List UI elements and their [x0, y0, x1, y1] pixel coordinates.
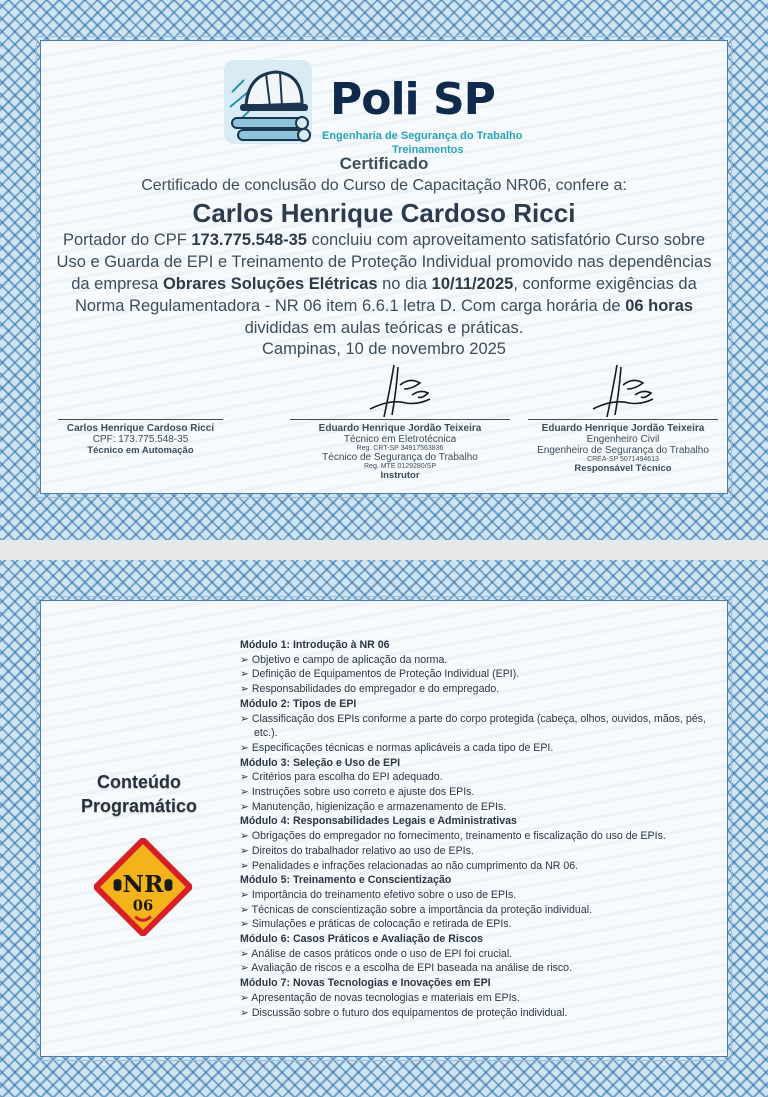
certificate-title: Certificado [339, 154, 429, 173]
module-item: ➢ Responsabilidades do empregador e do empregado. [240, 682, 710, 697]
signature-line [528, 360, 718, 420]
poli-sp-logo [218, 52, 523, 156]
cpf-value: 173.775.548-35 [191, 231, 307, 249]
company-name: Obrares Soluções Elétricas [162, 275, 378, 293]
certificate-body: Portador do CPF 173.775.548-35 concluiu com aproveitamento satisfatório Curso sobre Uso e Guarda de EPI e Treinamento de Proteção Individual promovido nas dependências da empresa Obrares Soluções Elétricas no dia 10/11/2025, conforme exigências da Norma Regulamentadora - NR 06 item 6.6.1 letra D. Com carga horária de 06 horas divididas em aulas teóricas e práticas. [56, 231, 712, 337]
certificate-page [0, 0, 768, 540]
module-item: ➢ Penalidades e infrações relacionadas ao não cumprimento da NR 06. [240, 859, 710, 874]
module-title: Módulo 5: Treinamento e Conscientização [240, 874, 452, 887]
instructor-title-2: Técnico de Segurança do Trabalho [322, 452, 478, 463]
module-title: Módulo 7: Novas Tecnologias e Inovações em EPI [240, 977, 491, 990]
badge-nr: NR [122, 869, 164, 898]
instructor-title: Técnico em Eletrotécnica [343, 434, 457, 445]
module-item: ➢ Instruções sobre uso correto e ajuste dos EPIs. [240, 785, 710, 800]
module-item: ➢ Manutenção, higienização e armazenamento de EPIs. [240, 800, 710, 815]
signature-line [58, 360, 223, 420]
module-item: ➢ Avaliação de riscos e a escolha de EPI baseada na análise de risco. [240, 961, 710, 976]
module-item: ➢ Objetivo e campo de aplicação da norma. [240, 653, 710, 668]
nr06-warning-sign-icon [94, 838, 192, 936]
module-item: ➢ Classificação dos EPIs conforme a parte do corpo protegida (cabeça, olhos, ouvidos, mãos, pés, etc.). [240, 712, 710, 741]
instructor-reg: Reg. CRT-SP 34917563836 [356, 445, 444, 452]
brand-tagline-2: Treinamentos [392, 144, 464, 156]
instructor-name: Eduardo Henrique Jordão Teixeira [318, 423, 482, 434]
module-title: Módulo 2: Tipos de EPI [240, 697, 357, 710]
student-name: Carlos Henrique Cardoso Ricci [66, 423, 215, 434]
recipient-name: Carlos Henrique Cardoso Ricci [192, 198, 576, 228]
module-item: ➢ Simulações e práticas de colocação e retirada de EPIs. [240, 917, 710, 932]
module-item: ➢ Especificações técnicas e normas aplicáveis a cada tipo de EPI. [240, 741, 710, 756]
tech-lead-signature-block [528, 360, 718, 474]
program-content [240, 638, 710, 1020]
student-signature-block [58, 360, 223, 456]
module-item: ➢ Critérios para escolha do EPI adequado. [240, 770, 710, 785]
module-item: ➢ Apresentação de novas tecnologias e materiais em EPIs. [240, 991, 710, 1006]
student-cpf: CPF: 173.775.548-35 [92, 434, 189, 445]
badge-number: 06 [132, 897, 154, 915]
student-role: Técnico em Automação [87, 445, 194, 456]
course-hours: 06 horas [625, 297, 694, 315]
signature-line [290, 360, 510, 420]
brand-name: Poli SP [330, 74, 495, 125]
instructor-signature-block [290, 360, 510, 481]
module-title: Módulo 3: Seleção e Uso de EPI [240, 756, 401, 769]
instructor-reg-2: Reg. MTE 0129280/SP [364, 463, 436, 470]
module-item: ➢ Definição de Equipamentos de Proteção Individual (EPI). [240, 667, 710, 682]
tech-lead-title: Engenheiro Civil [586, 434, 660, 445]
module-item: ➢ Técnicas de conscientização sobre a importância da proteção individual. [240, 903, 710, 918]
place-date: Campinas, 10 de novembro 2025 [262, 340, 506, 358]
module-title: Módulo 6: Casos Práticos e Avaliação de Riscos [240, 933, 483, 946]
tech-lead-reg: CREA-SP 5071494613 [587, 456, 659, 463]
module-item: ➢ Direitos do trabalhador relativo ao uso de EPIs. [240, 844, 710, 859]
module-item: ➢ Análise de casos práticos onde o uso de EPI foi crucial. [240, 947, 710, 962]
certificate-subtitle: Certificado de conclusão do Curso de Capacitação NR06, confere a: [141, 177, 627, 194]
program-page [0, 560, 768, 1097]
brand-tagline: Engenharia de Segurança do Trabalho [322, 130, 523, 142]
program-title: Conteúdo Programático [80, 772, 198, 816]
instructor-role: Instrutor [380, 470, 420, 481]
module-item: ➢ Importância do treinamento efetivo sobre o uso de EPIs. [240, 888, 710, 903]
handwritten-signature [360, 359, 440, 423]
module-item: ➢ Discussão sobre o futuro dos equipamentos de proteção individual. [240, 1006, 710, 1021]
handwritten-signature [583, 359, 663, 423]
module-item: ➢ Obrigações do empregador no fornecimento, treinamento e fiscalização do uso de EPIs. [240, 829, 710, 844]
tech-lead-role: Responsável Técnico [574, 463, 672, 474]
tech-lead-name: Eduardo Henrique Jordão Teixeira [541, 423, 705, 434]
hardhat-pipes-icon [218, 52, 318, 152]
module-title: Módulo 4: Responsabilidades Legais e Administrativas [240, 815, 517, 828]
module-title: Módulo 1: Introdução à NR 06 [240, 639, 390, 651]
course-date: 10/11/2025 [431, 275, 514, 293]
tech-lead-title-2: Engenheiro de Segurança do Trabalho [537, 445, 709, 456]
